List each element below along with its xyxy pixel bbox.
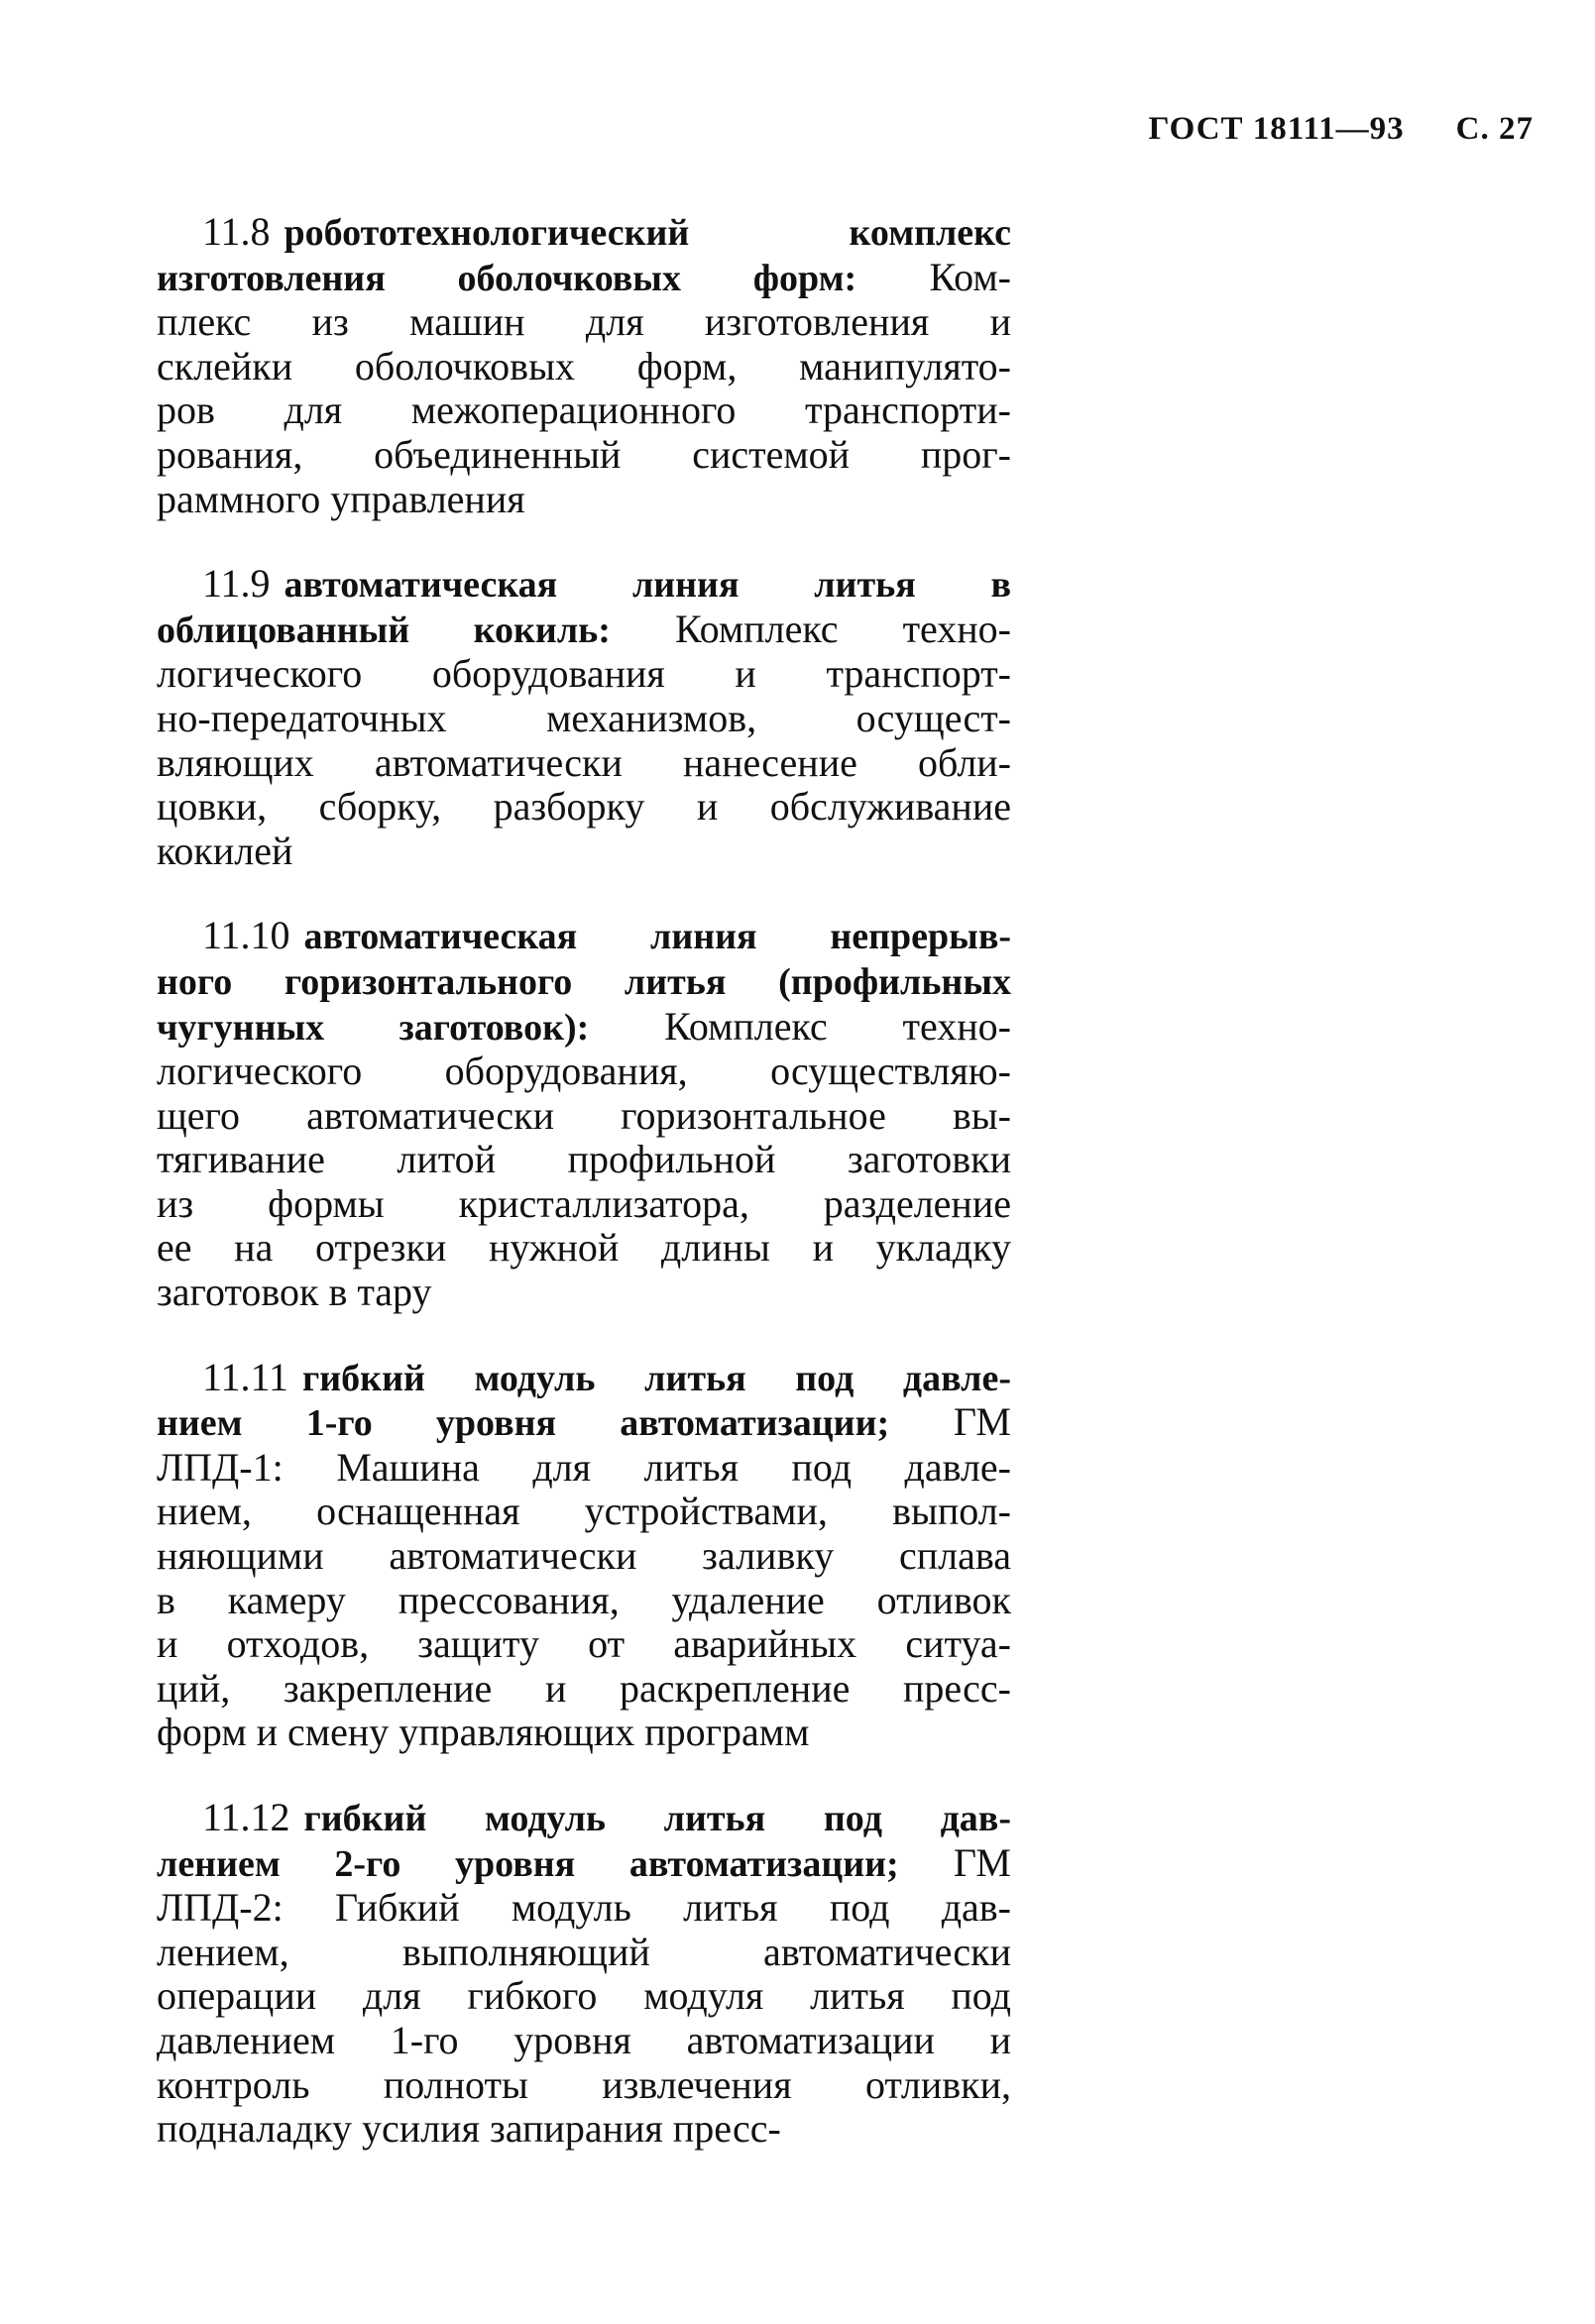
entry-definition-text: вляющих автоматически нанесение обли- [157,739,1011,785]
entry-definition-text: кокилей [157,828,293,873]
entry-definition-text: давлением 1-го уровня автоматизации и [157,2017,1011,2062]
entry-definition-text: логического оборудования и транспорт- [157,651,1011,697]
entry-number: 11.9 [202,561,271,607]
entry-term: изготовления оболочковых форм: [157,257,857,299]
entry-definition-text: ЛПД-2: Гибкий модуль литья под дав- [157,1885,1011,1931]
entry-term: гибкий модуль литья под дав- [303,1798,1011,1839]
term-entry [157,210,1011,521]
entry-definition-text: контроль полноты извлечения отливки, [157,2061,1011,2107]
entry-number: 11.12 [202,1795,290,1839]
entry-line [157,1490,1011,1534]
entry-definition-text: щего автоматически горизонтальное вы- [157,1092,1011,1138]
entry-definition-text: раммного управления [157,476,525,521]
entry-line [157,1711,1011,1755]
entry-term: робототехнологический комплекс [284,212,1011,254]
page-header [1148,111,1534,148]
entry-definition-text: ГМ [898,1839,1011,1885]
entry-line [157,1356,1011,1401]
entry-line [157,785,1011,830]
entry-definition-text: Комплекс техно- [610,606,1012,651]
term-entry [157,1796,1011,2152]
entry-definition-text: рования, объединенный системой прог- [157,431,1011,477]
entry-definition-text: операции для гибкого модуля литья под [157,1973,1011,2019]
entry-line [157,1931,1011,1975]
entry-line [157,1667,1011,1712]
entry-number: 11.8 [202,209,271,254]
entry-definition-text: ров для межоперационного транспорти- [157,387,1011,433]
entry-line [157,1446,1011,1491]
entry-definition-text: ций, закрепление и раскрепление пресс- [157,1665,1011,1711]
entry-line [157,1579,1011,1623]
entry-line [157,388,1011,433]
entry-definition-text: склейки оболочковых форм, манипулято- [157,343,1011,388]
entry-line [157,1974,1011,2019]
entry-line [157,697,1011,741]
entry-number: 11.11 [202,1354,289,1399]
entry-definition-text: Комплекс техно- [589,1003,1011,1049]
entry-line [157,256,1011,301]
page-number: С. 27 [1455,111,1534,147]
entry-definition-text: тягивание литой профильной заготовки [157,1137,1011,1182]
entry-term: автоматическая линия непрерыв- [303,916,1011,958]
entry-line [157,1400,1011,1446]
entry-line [157,1271,1011,1315]
entry-term: чугунных заготовок): [157,1006,590,1049]
entry-line [157,2019,1011,2063]
entry-definition-text: лением, выполняющий автоматически [157,1929,1011,1974]
entry-definition-text: логического оборудования, осуществляю- [157,1049,1011,1094]
entry-definition-text: ГМ [889,1399,1011,1445]
entry-term: гибкий модуль литья под давле- [302,1357,1011,1399]
entry-line [157,2107,1011,2152]
entry-term: нием 1-го уровня автоматизации; [157,1402,890,1445]
entry-definition-text: из формы кристаллизатора, разделение [157,1180,1011,1226]
entry-term: облицованный кокиль: [157,609,611,651]
entry-line [157,830,1011,874]
entry-definition-text: в камеру прессования, удаление отливок [157,1577,1011,1622]
entry-number: 11.10 [202,913,290,958]
term-entry [157,914,1011,1314]
entry-term: лением 2-го уровня автоматизации; [157,1842,899,1885]
entry-line [157,1182,1011,1227]
entry-line [157,300,1011,345]
entry-definition-text: Ком- [856,254,1011,299]
entry-line [157,1094,1011,1139]
entry-term: ного горизонтального литья (профильных [157,960,1011,1003]
document-body [157,210,1011,2192]
entry-line [157,1841,1011,1887]
entry-line [157,1226,1011,1271]
entry-line [157,1050,1011,1094]
entry-line [157,608,1011,653]
entry-definition-text: ЛПД-1: Машина для литья под давле- [157,1444,1011,1490]
entry-line [157,210,1011,256]
standard-designation: ГОСТ 18111—93 [1148,111,1405,147]
entry-definition-text: подналадку усилия запирания пресс- [157,2106,781,2152]
entry-line [157,1622,1011,1667]
entry-definition-text: и отходов, защиту от аварийных ситуа- [157,1621,1011,1667]
entry-line [157,1005,1011,1051]
entry-line [157,2063,1011,2108]
entry-line [157,1796,1011,1841]
term-entry [157,562,1011,873]
term-entry [157,1356,1011,1755]
entry-line [157,345,1011,389]
entry-line [157,914,1011,959]
entry-line [157,433,1011,478]
entry-line [157,478,1011,522]
entry-line [157,1138,1011,1182]
entry-line [157,1534,1011,1579]
entry-line [157,959,1011,1005]
entry-line [157,1886,1011,1931]
entry-definition-text: цовки, сборку, разборку и обслуживание [157,784,1011,830]
entry-line [157,652,1011,697]
entry-line [157,741,1011,786]
entry-definition-text: плекс из машин для изготовления и [157,299,1011,345]
entry-term: автоматическая линия литья в [284,564,1011,607]
entry-definition-text: няющими автоматически заливку сплава [157,1533,1011,1579]
entry-definition-text: форм и смену управляющих программ [157,1710,810,1755]
entry-line [157,562,1011,608]
entry-definition-text: нием, оснащенная устройствами, выпол- [157,1489,1011,1534]
entry-definition-text: заготовок в тару [157,1270,432,1315]
entry-definition-text: но-передаточных механизмов, осущест- [157,695,1011,740]
entry-definition-text: ее на отрезки нужной длины и укладку [157,1225,1011,1271]
